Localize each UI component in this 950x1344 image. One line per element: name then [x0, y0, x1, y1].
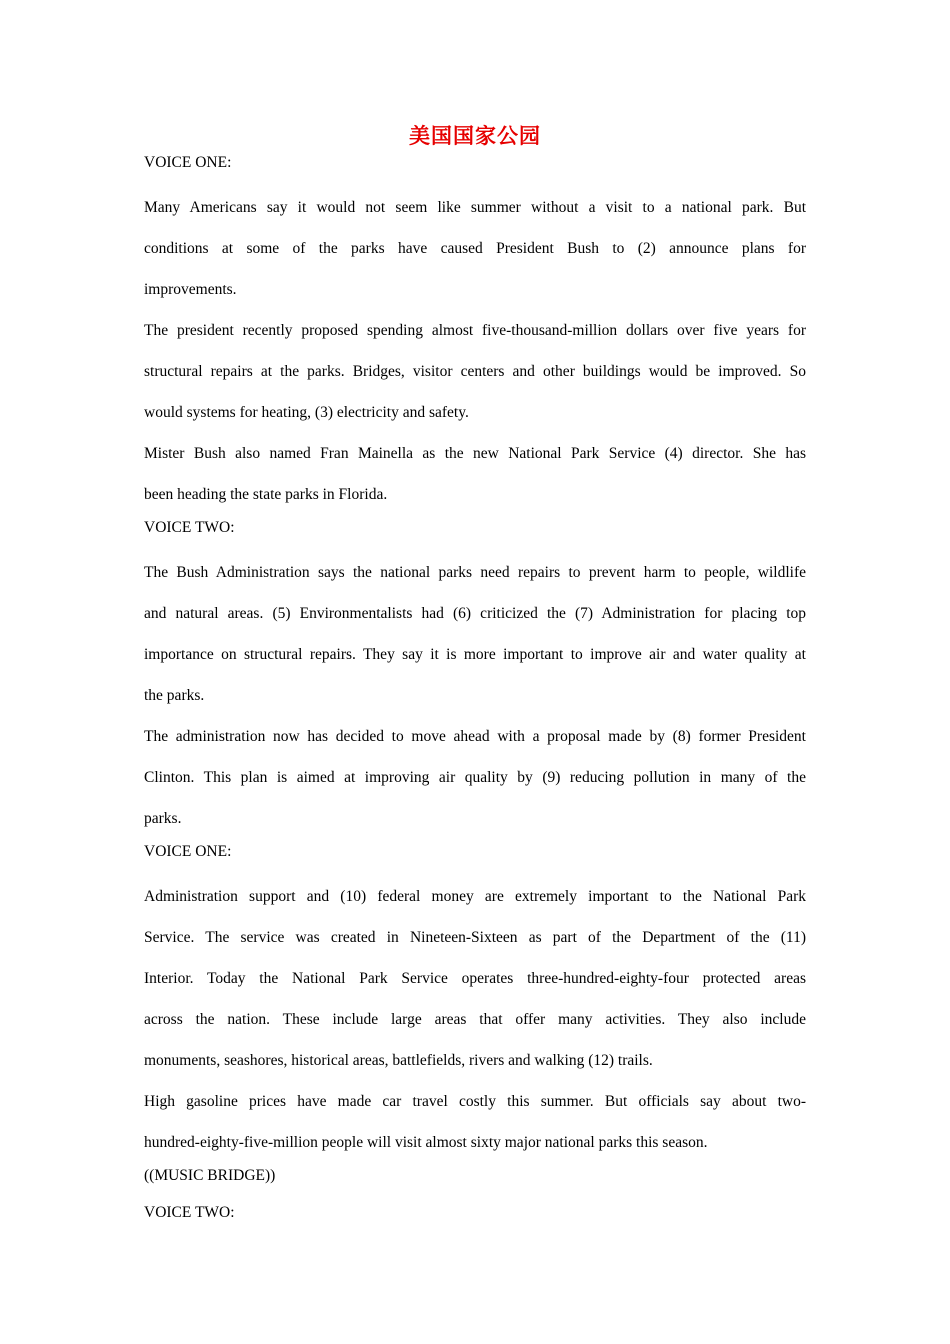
paragraph-line: Administration support and (10) federal money are extremely important to the National Park [144, 888, 806, 905]
paragraph [144, 189, 806, 312]
paragraph [144, 435, 806, 517]
paragraph-line: Interior. Today the National Park Service operates three-hundred-eighty-four protected areas [144, 970, 806, 987]
speaker-label: VOICE TWO: [144, 1204, 235, 1221]
document-page [144, 120, 806, 1239]
paragraph-line: monuments, seashores, historical areas, battlefields, rivers and walking (12) trails. [144, 1052, 653, 1069]
paragraph-line: would systems for heating, (3) electricity and safety. [144, 404, 469, 421]
paragraph [144, 878, 806, 1083]
paragraph-line: and natural areas. (5) Environmentalists had (6) criticized the (7) Administration for placing top [144, 605, 806, 622]
paragraph-line: importance on structural repairs. They say it is more important to improve air and water quality at [144, 646, 806, 663]
paragraph-line: High gasoline prices have made car travel costly this summer. But officials say about two- [144, 1093, 806, 1110]
paragraph [144, 1083, 806, 1165]
paragraph-line: been heading the state parks in Florida. [144, 486, 388, 503]
paragraph-line: Service. The service was created in Nineteen-Sixteen as part of the Department of the (11) [144, 929, 806, 946]
paragraph-line: The Bush Administration says the national parks need repairs to prevent harm to people, wildlife [144, 564, 806, 581]
paragraph-line: improvements. [144, 281, 237, 298]
paragraph [144, 718, 806, 841]
paragraph [144, 312, 806, 435]
paragraph-line: conditions at some of the parks have caused President Bush to (2) announce plans for [144, 240, 806, 257]
paragraph-line: across the nation. These include large areas that offer many activities. They also include [144, 1011, 806, 1028]
paragraph-line: The president recently proposed spending almost five-thousand-million dollars over five years for [144, 322, 806, 339]
speaker-label: VOICE ONE: [144, 843, 232, 860]
speaker-label: ((MUSIC BRIDGE)) [144, 1167, 276, 1184]
speaker-label: VOICE TWO: [144, 519, 235, 536]
paragraph-line: parks. [144, 810, 182, 827]
document-body [144, 152, 806, 1239]
paragraph-line: structural repairs at the parks. Bridges, visitor centers and other buildings would be improved. So [144, 363, 806, 380]
paragraph-line: Many Americans say it would not seem like summer without a visit to a national park. But [144, 199, 806, 216]
paragraph [144, 554, 806, 718]
paragraph-line: the parks. [144, 687, 205, 704]
speaker-label: VOICE ONE: [144, 154, 232, 171]
paragraph-line: Mister Bush also named Fran Mainella as the new National Park Service (4) director. She has [144, 445, 806, 462]
paragraph-line: The administration now has decided to move ahead with a proposal made by (8) former President [144, 728, 806, 745]
document-title: 美国国家公园 [409, 124, 541, 148]
paragraph-line: hundred-eighty-five-million people will visit almost sixty major national parks this season. [144, 1134, 708, 1151]
paragraph-line: Clinton. This plan is aimed at improving air quality by (9) reducing pollution in many of the [144, 769, 806, 786]
